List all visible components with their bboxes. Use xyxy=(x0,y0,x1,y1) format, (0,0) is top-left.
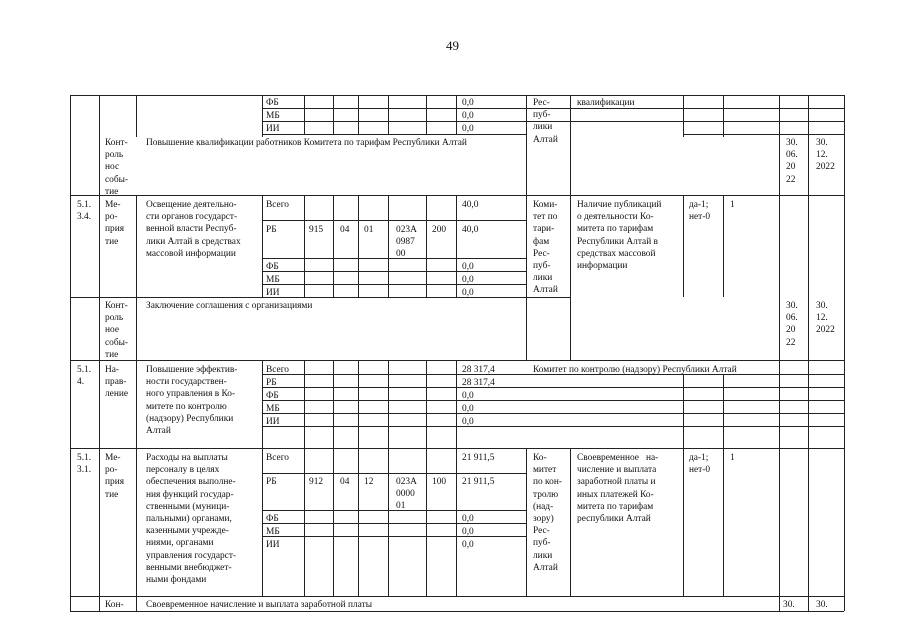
table-rule-vertical xyxy=(358,360,359,448)
table-rule-vertical xyxy=(262,448,263,596)
table-rule-vertical xyxy=(808,95,809,611)
table-rule-horizontal xyxy=(262,134,526,135)
table-rule-horizontal xyxy=(262,220,526,221)
cell-v-mb4: 0,0 xyxy=(462,527,474,537)
cell-napr: На- прав- ление xyxy=(105,365,129,400)
table-rule-vertical xyxy=(456,448,457,596)
cell-ks3-label: Кон- xyxy=(105,600,124,610)
table-rule-vertical xyxy=(388,95,389,134)
cell-ii1: ИИ xyxy=(266,124,280,134)
table-rule-vertical xyxy=(333,195,334,297)
cell-ks2-d1: 30. 06. 20 22 xyxy=(786,301,798,348)
table-rule-vertical xyxy=(426,95,427,134)
cell-rb1-rz: 04 xyxy=(340,225,350,235)
table-rule-vertical xyxy=(570,95,571,360)
cell-vs3: Всего xyxy=(266,453,289,463)
table-rule-vertical xyxy=(358,95,359,134)
cell-ks1-label: Конт- роль нос собы- тие xyxy=(105,138,129,197)
cell-rb3: РБ xyxy=(266,477,277,487)
table-rule-vertical xyxy=(262,95,263,137)
cell-m2-text: Расходы на выплаты персоналу в целях обеспечения выполне- ния функций государ- ственными (муници- пальными) органами, казенными учрежде- ниями, органами управления государст- венными внебюджет- ными фондами xyxy=(146,453,237,586)
cell-rb3-val: 21 911,5 xyxy=(462,477,495,487)
table-rule-vertical xyxy=(262,360,263,448)
cell-mb3: МБ xyxy=(266,404,280,414)
table-rule-vertical xyxy=(304,95,305,134)
cell-rb1-pr: 01 xyxy=(364,225,374,235)
table-rule-vertical xyxy=(526,448,527,596)
cell-ks2-d2: 30. 12. 2022 xyxy=(816,301,835,336)
cell-mer1: Ме- ро- прия тие xyxy=(105,200,125,247)
cell-v-mb1: 0,0 xyxy=(462,111,474,121)
table-rule-vertical xyxy=(426,195,427,297)
cell-n534: 5.1. 3.4. xyxy=(77,200,92,223)
cell-fb2: ФБ xyxy=(266,262,279,272)
cell-ks3-d1: 30. xyxy=(783,600,795,610)
cell-v-ii3: 0,0 xyxy=(462,417,474,427)
cell-pub-text: Наличие публикаций о деятельности Ко- митета по тарифам Республики Алтай в средствах массовой информации xyxy=(577,200,662,272)
cell-ks3-d2: 30. xyxy=(816,600,828,610)
table-rule-vertical xyxy=(388,195,389,297)
cell-rb3-vr: 100 xyxy=(432,477,447,487)
table-rule-vertical xyxy=(683,448,684,596)
cell-v-ii2: 0,0 xyxy=(462,288,474,298)
cell-ii3: ИИ xyxy=(266,417,280,427)
cell-v-fb2: 0,0 xyxy=(462,262,474,272)
table-rule-horizontal xyxy=(70,95,844,96)
cell-n5131: 5.1. 3.1. xyxy=(77,453,92,476)
table-rule-horizontal xyxy=(70,448,844,449)
table-rule-vertical xyxy=(304,448,305,596)
table-rule-vertical xyxy=(723,374,724,448)
table-rule-horizontal xyxy=(262,536,526,537)
cell-v-fb3: 0,0 xyxy=(462,391,474,401)
cell-fb4: ФБ xyxy=(266,514,279,524)
table-rule-vertical xyxy=(358,195,359,297)
table-rule-horizontal xyxy=(262,271,526,272)
cell-ks2-text: Заключение соглашения с организациями xyxy=(146,301,313,311)
table-rule-vertical xyxy=(456,360,457,448)
cell-mb1: МБ xyxy=(266,111,280,121)
cell-n514-text: Повышение эффектив- ности государствен- ного управления в Ко- митете по контролю (надзору) Республики Алтай xyxy=(146,365,238,437)
cell-one2: 1 xyxy=(730,453,735,463)
cell-ks3-text: Своевременное начисление и выплата заработной платы xyxy=(146,600,372,610)
table-rule-vertical xyxy=(779,95,780,611)
cell-komitet2: Ко- митет по кон- тролю (над- зору) Рес- пуб- лики Алтай xyxy=(533,453,562,573)
cell-vs3-val: 21 911,5 xyxy=(462,453,495,463)
cell-v-fb4: 0,0 xyxy=(462,514,474,524)
table-rule-horizontal xyxy=(262,258,526,259)
cell-yn1: да-1; нет-0 xyxy=(689,200,711,223)
cell-rb3-csr: 023А 0000 01 xyxy=(396,477,417,512)
table-rule-horizontal xyxy=(262,400,844,401)
table-rule-vertical xyxy=(570,448,571,596)
table-rule-vertical xyxy=(723,195,724,297)
cell-rb3-pr: 12 xyxy=(364,477,374,487)
table-rule-vertical xyxy=(456,195,457,297)
cell-v-fb1: 0,0 xyxy=(462,98,474,108)
cell-rb1-val: 40,0 xyxy=(462,225,479,235)
cell-rb2-val: 28 317,4 xyxy=(462,378,495,388)
table-rule-vertical xyxy=(426,448,427,596)
cell-vs1: Всего xyxy=(266,200,289,210)
table-rule-horizontal xyxy=(70,297,570,298)
cell-rb3-rz: 04 xyxy=(340,477,350,487)
table-rule-vertical xyxy=(683,95,684,137)
cell-fb1: ФБ xyxy=(266,98,279,108)
table-rule-vertical xyxy=(136,195,137,611)
cell-v-mb2: 0,0 xyxy=(462,275,474,285)
table-rule-horizontal xyxy=(683,134,844,135)
cell-ii4: ИИ xyxy=(266,540,280,550)
table-rule-vertical xyxy=(333,95,334,134)
cell-vs2: Всего xyxy=(266,365,289,375)
table-rule-horizontal xyxy=(262,510,526,511)
cell-ks2-label: Конт- роль ное собы- тие xyxy=(105,301,129,360)
cell-one1: 1 xyxy=(730,200,735,210)
cell-fb3: ФБ xyxy=(266,391,279,401)
table-rule-horizontal xyxy=(262,426,844,427)
cell-rb1-csr: 023А 0987 00 xyxy=(396,225,417,260)
table-rule-vertical xyxy=(304,195,305,297)
table-rule-vertical xyxy=(388,448,389,596)
cell-rb2: РБ xyxy=(266,378,277,388)
cell-mer2: Ме- ро- прия тие xyxy=(105,453,125,500)
cell-komitet1: Коми- тет по тари- фам Рес- пуб- лики Алтай xyxy=(533,200,558,296)
table-rule-vertical xyxy=(70,95,71,611)
cell-mb2: МБ xyxy=(266,275,280,285)
cell-rb3-grbs: 912 xyxy=(309,477,324,487)
cell-m1-text: Освещение деятельно- сти органов государст- венной власти Респуб- лики Алтай в средствах массовой информации xyxy=(146,200,241,259)
table-rule-vertical xyxy=(136,95,137,137)
cell-v-ii1: 0,0 xyxy=(462,124,474,134)
page-number: 49 xyxy=(446,38,459,53)
table-rule-horizontal xyxy=(262,473,526,474)
table-rule-horizontal xyxy=(262,284,526,285)
cell-vs2-val: 28 317,4 xyxy=(462,365,495,375)
table-rule-horizontal xyxy=(70,596,844,597)
table-rule-vertical xyxy=(683,195,684,297)
table-rule-vertical xyxy=(262,195,263,297)
cell-ii2: ИИ xyxy=(266,288,280,298)
cell-rb1: РБ xyxy=(266,225,277,235)
table-rule-vertical xyxy=(388,360,389,448)
cell-kval: квалификации xyxy=(577,98,635,108)
cell-ks1-d2: 30. 12. 2022 xyxy=(816,138,835,173)
cell-yn2: да-1; нет-0 xyxy=(689,453,711,476)
cell-rb1-grbs: 915 xyxy=(309,225,324,235)
table-rule-horizontal xyxy=(262,413,844,414)
cell-rb1-vr: 200 xyxy=(432,225,447,235)
cell-vs1-val: 40,0 xyxy=(462,200,479,210)
cell-komitet-kontrol: Комитет по контролю (надзору) Республики Алтай xyxy=(533,365,737,375)
cell-ks1-d1: 30. 06. 20 22 xyxy=(786,138,798,185)
table-rule-vertical xyxy=(99,95,100,611)
table-rule-horizontal xyxy=(262,387,844,388)
table-rule-horizontal xyxy=(262,523,526,524)
table-rule-vertical xyxy=(723,448,724,596)
cell-v-ii4: 0,0 xyxy=(462,540,474,550)
table-rule-vertical xyxy=(526,95,527,360)
table-rule-horizontal xyxy=(70,195,844,196)
cell-sal-text: Своевременное на- числение и выплата заработной платы и иных платежей Ко- митета по тарифам республики Алтай xyxy=(577,453,659,525)
table-rule-vertical xyxy=(844,95,845,611)
table-rule-vertical xyxy=(426,360,427,448)
cell-v-mb3: 0,0 xyxy=(462,404,474,414)
cell-ks1-text: Повышение квалификации работников Комитета по тарифам Республики Алтай xyxy=(146,138,467,148)
table-rule-vertical xyxy=(723,95,724,137)
table-rule-vertical xyxy=(304,360,305,448)
table-rule-vertical xyxy=(333,360,334,448)
table-rule-vertical xyxy=(683,374,684,448)
cell-n514: 5.1. 4. xyxy=(77,365,92,388)
cell-mb4: МБ xyxy=(266,527,280,537)
table-rule-vertical xyxy=(456,95,457,134)
table-rule-vertical xyxy=(358,448,359,596)
table-rule-vertical xyxy=(333,448,334,596)
cell-resp1: Рес- пуб- лики Алтай xyxy=(533,98,558,145)
table-rule-horizontal xyxy=(70,360,844,361)
